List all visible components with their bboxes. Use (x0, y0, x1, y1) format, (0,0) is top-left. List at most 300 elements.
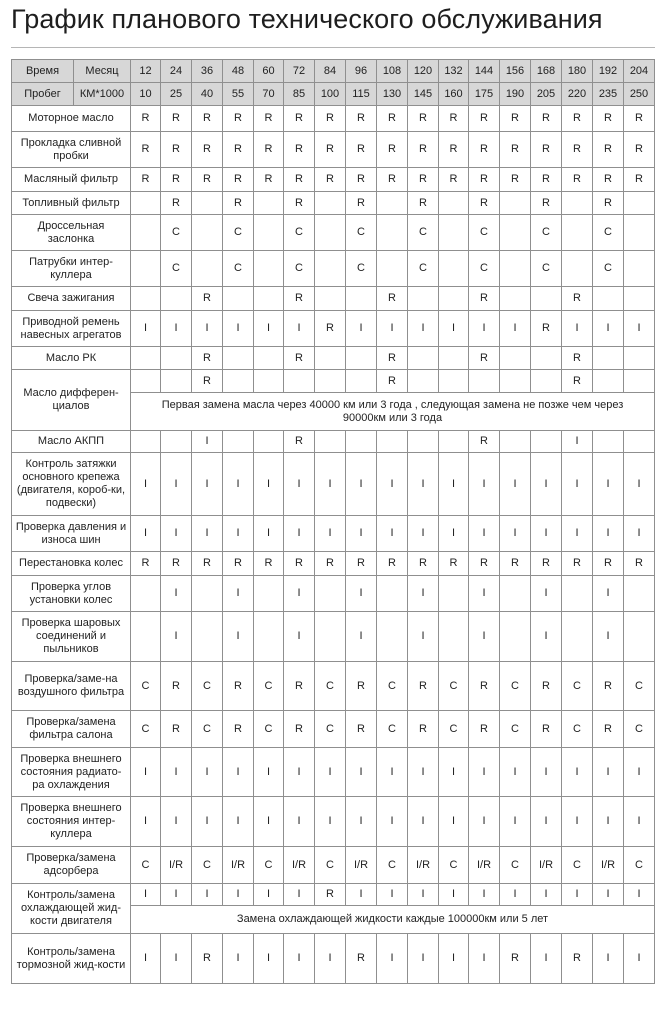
header-km-cell: 160 (439, 83, 469, 106)
schedule-cell (439, 347, 469, 370)
schedule-cell: I (223, 453, 254, 516)
schedule-cell: R (408, 132, 439, 168)
schedule-cell: R (531, 662, 562, 711)
schedule-cell: I (192, 311, 223, 347)
schedule-cell: I (284, 576, 315, 612)
schedule-cell: R (500, 552, 531, 576)
schedule-cell (346, 347, 377, 370)
schedule-cell (500, 370, 531, 393)
schedule-cell: R (531, 132, 562, 168)
schedule-cell (562, 251, 593, 287)
schedule-cell: I (531, 453, 562, 516)
schedule-cell (439, 192, 469, 215)
schedule-cell: R (469, 168, 500, 192)
header-month-cell: 144 (469, 60, 500, 83)
schedule-cell: R (593, 192, 624, 215)
schedule-cell: R (439, 132, 469, 168)
schedule-cell (315, 192, 346, 215)
schedule-cell: I (192, 516, 223, 552)
schedule-cell: I (469, 453, 500, 516)
schedule-cell (254, 287, 284, 311)
schedule-cell (315, 431, 346, 453)
header-month-cell: 168 (531, 60, 562, 83)
schedule-cell: I (408, 884, 439, 906)
schedule-cell: I/R (161, 847, 192, 884)
header-month-cell: 180 (562, 60, 593, 83)
schedule-cell: R (284, 132, 315, 168)
schedule-cell: R (315, 168, 346, 192)
schedule-cell (500, 431, 531, 453)
item-name: Приводной ремень навесных агрегатов (12, 311, 131, 347)
schedule-cell (624, 192, 655, 215)
item-name: Проверка/заме-на воздушного фильтра (12, 662, 131, 711)
schedule-cell: R (192, 168, 223, 192)
schedule-cell (377, 576, 408, 612)
schedule-cell (593, 431, 624, 453)
schedule-row (12, 748, 655, 797)
schedule-row (12, 612, 655, 662)
schedule-cell (131, 347, 161, 370)
schedule-cell: R (161, 168, 192, 192)
header-month-cell: 120 (408, 60, 439, 83)
schedule-cell (346, 287, 377, 311)
schedule-cell: I (346, 884, 377, 906)
schedule-cell: R (469, 662, 500, 711)
schedule-cell: R (562, 347, 593, 370)
schedule-cell (439, 215, 469, 251)
schedule-cell: I (346, 797, 377, 847)
schedule-cell: I (223, 516, 254, 552)
schedule-cell (192, 192, 223, 215)
schedule-cell: C (562, 847, 593, 884)
header-month-cell: 108 (377, 60, 408, 83)
schedule-cell (562, 612, 593, 662)
schedule-cell: I (562, 884, 593, 906)
schedule-cell (624, 612, 655, 662)
schedule-cell (315, 215, 346, 251)
schedule-cell: I (223, 797, 254, 847)
schedule-cell: R (593, 106, 624, 132)
schedule-cell (500, 612, 531, 662)
schedule-cell: C (254, 662, 284, 711)
schedule-cell: I (439, 748, 469, 797)
schedule-row (12, 215, 655, 251)
schedule-cell: R (500, 934, 531, 984)
schedule-cell (315, 576, 346, 612)
schedule-cell: I (531, 576, 562, 612)
schedule-cell: R (254, 552, 284, 576)
schedule-cell (161, 347, 192, 370)
schedule-cell: C (131, 711, 161, 748)
schedule-cell: I (469, 612, 500, 662)
schedule-cell: C (161, 251, 192, 287)
schedule-cell: I (284, 612, 315, 662)
schedule-cell: I (469, 311, 500, 347)
schedule-cell: R (377, 552, 408, 576)
schedule-cell: R (377, 168, 408, 192)
schedule-cell: R (500, 106, 531, 132)
schedule-cell: I (562, 431, 593, 453)
schedule-cell: I (192, 453, 223, 516)
schedule-cell: I (469, 748, 500, 797)
item-name: Контроль затяжки основного крепежа (двигателя, короб-ки, подвески) (12, 453, 131, 516)
schedule-cell: I (161, 884, 192, 906)
schedule-cell (315, 612, 346, 662)
schedule-cell: I (500, 311, 531, 347)
schedule-cell: R (408, 711, 439, 748)
schedule-row (12, 847, 655, 884)
schedule-cell (254, 612, 284, 662)
schedule-cell: I (377, 797, 408, 847)
schedule-cell: I (192, 797, 223, 847)
header-km-cell: 205 (531, 83, 562, 106)
schedule-cell: C (408, 215, 439, 251)
schedule-cell: I (284, 311, 315, 347)
header-month-cell: 96 (346, 60, 377, 83)
schedule-cell: I (346, 748, 377, 797)
schedule-cell: I (161, 797, 192, 847)
schedule-cell: R (469, 287, 500, 311)
schedule-cell: C (377, 662, 408, 711)
schedule-cell: R (624, 168, 655, 192)
schedule-cell: I (562, 516, 593, 552)
schedule-cell: I (161, 934, 192, 984)
schedule-cell: I (377, 516, 408, 552)
schedule-cell: I (469, 576, 500, 612)
schedule-cell: I (131, 516, 161, 552)
schedule-cell: I (531, 934, 562, 984)
header-month-cell: 12 (131, 60, 161, 83)
schedule-cell: R (408, 168, 439, 192)
schedule-cell: R (192, 287, 223, 311)
schedule-cell: C (593, 215, 624, 251)
schedule-cell: R (284, 287, 315, 311)
schedule-cell: R (254, 132, 284, 168)
header-km-cell: 70 (254, 83, 284, 106)
schedule-cell: I (223, 748, 254, 797)
schedule-cell: I (531, 612, 562, 662)
item-name: Проверка внешнего состояния интер-куллера (12, 797, 131, 847)
header-time-label: Время (12, 60, 74, 83)
schedule-cell: I/R (346, 847, 377, 884)
schedule-cell: R (562, 287, 593, 311)
schedule-cell: I (192, 431, 223, 453)
header-month-cell: 84 (315, 60, 346, 83)
schedule-cell: R (469, 711, 500, 748)
schedule-cell: R (500, 132, 531, 168)
schedule-cell: R (315, 132, 346, 168)
schedule-row (12, 711, 655, 748)
header-mileage-unit: КМ*1000 (74, 83, 131, 106)
schedule-cell: R (408, 106, 439, 132)
schedule-cell (531, 431, 562, 453)
schedule-cell: C (593, 251, 624, 287)
schedule-cell: I/R (284, 847, 315, 884)
schedule-cell: I (408, 453, 439, 516)
schedule-cell: C (500, 711, 531, 748)
header-km-cell: 40 (192, 83, 223, 106)
schedule-cell: I (562, 311, 593, 347)
item-name: Масляный фильтр (12, 168, 131, 192)
schedule-cell (346, 431, 377, 453)
schedule-cell: I (284, 516, 315, 552)
schedule-cell: R (624, 552, 655, 576)
schedule-cell: R (531, 311, 562, 347)
schedule-cell: R (315, 311, 346, 347)
schedule-cell: R (315, 552, 346, 576)
schedule-row (12, 106, 655, 132)
schedule-cell: R (346, 132, 377, 168)
schedule-cell: R (377, 287, 408, 311)
schedule-cell (500, 215, 531, 251)
schedule-cell (223, 347, 254, 370)
schedule-cell: I (131, 934, 161, 984)
schedule-cell (500, 192, 531, 215)
schedule-cell (624, 370, 655, 393)
item-name: Проверка шаровых соединений и пыльников (12, 612, 131, 662)
schedule-cell (131, 431, 161, 453)
schedule-cell: R (223, 711, 254, 748)
item-name: Контроль/замена охлаждающей жид-кости двигателя (12, 884, 131, 934)
header-km-cell: 235 (593, 83, 624, 106)
schedule-cell: R (377, 347, 408, 370)
schedule-cell: C (469, 251, 500, 287)
schedule-cell: I (624, 884, 655, 906)
schedule-cell: I (315, 516, 346, 552)
schedule-cell: I (377, 934, 408, 984)
schedule-cell: I (562, 748, 593, 797)
schedule-cell: R (593, 132, 624, 168)
schedule-cell (408, 431, 439, 453)
schedule-cell (439, 287, 469, 311)
schedule-cell: C (315, 711, 346, 748)
schedule-cell: I (593, 797, 624, 847)
schedule-cell (192, 251, 223, 287)
schedule-cell: I (284, 748, 315, 797)
schedule-cell: I (408, 516, 439, 552)
schedule-cell: R (562, 552, 593, 576)
schedule-cell: I (284, 934, 315, 984)
schedule-cell: C (562, 711, 593, 748)
schedule-cell: R (161, 192, 192, 215)
schedule-cell (161, 370, 192, 393)
schedule-row (12, 662, 655, 711)
schedule-cell (562, 215, 593, 251)
schedule-cell: R (161, 552, 192, 576)
schedule-row (12, 797, 655, 847)
item-name: Масло РК (12, 347, 131, 370)
schedule-cell: I (315, 934, 346, 984)
schedule-cell: I (223, 311, 254, 347)
schedule-cell (377, 215, 408, 251)
header-month-cell: 204 (624, 60, 655, 83)
schedule-cell: C (346, 251, 377, 287)
schedule-cell: R (377, 370, 408, 393)
schedule-cell (346, 370, 377, 393)
schedule-cell: I (439, 934, 469, 984)
header-month-cell: 24 (161, 60, 192, 83)
schedule-cell: I (254, 311, 284, 347)
schedule-cell: I (161, 516, 192, 552)
schedule-cell: I (192, 884, 223, 906)
schedule-cell (531, 347, 562, 370)
schedule-cell: I (377, 311, 408, 347)
schedule-cell: R (469, 431, 500, 453)
schedule-cell: R (131, 106, 161, 132)
schedule-cell: I (315, 797, 346, 847)
schedule-cell: I (469, 884, 500, 906)
schedule-cell: I (624, 311, 655, 347)
schedule-cell: R (562, 370, 593, 393)
item-name: Дроссельная заслонка (12, 215, 131, 251)
schedule-cell: R (469, 347, 500, 370)
schedule-cell: R (192, 934, 223, 984)
schedule-cell (161, 431, 192, 453)
schedule-cell: R (593, 711, 624, 748)
schedule-row (12, 884, 655, 906)
schedule-cell: I (315, 748, 346, 797)
schedule-row (12, 132, 655, 168)
schedule-cell: R (624, 132, 655, 168)
item-name: Проверка углов установки колес (12, 576, 131, 612)
schedule-cell: I (161, 453, 192, 516)
schedule-cell (377, 612, 408, 662)
schedule-cell: I (408, 612, 439, 662)
item-name: Проверка/замена фильтра салона (12, 711, 131, 748)
schedule-cell: R (192, 370, 223, 393)
maintenance-schedule-table (11, 59, 655, 984)
schedule-cell: R (284, 431, 315, 453)
schedule-cell: R (531, 711, 562, 748)
schedule-row (12, 576, 655, 612)
schedule-cell: R (192, 552, 223, 576)
schedule-cell: I (346, 311, 377, 347)
schedule-cell: I (469, 516, 500, 552)
schedule-cell: C (531, 251, 562, 287)
schedule-row (12, 287, 655, 311)
schedule-cell: I (500, 748, 531, 797)
schedule-cell: I (377, 453, 408, 516)
schedule-cell: I (593, 516, 624, 552)
schedule-cell (469, 370, 500, 393)
schedule-cell: I (408, 748, 439, 797)
schedule-cell: R (284, 192, 315, 215)
header-km-cell: 100 (315, 83, 346, 106)
schedule-cell: R (161, 662, 192, 711)
schedule-cell: R (469, 192, 500, 215)
schedule-cell: C (131, 662, 161, 711)
schedule-cell (500, 347, 531, 370)
item-name: Масло дифферен-циалов (12, 370, 131, 431)
schedule-cell (315, 287, 346, 311)
schedule-cell: R (223, 168, 254, 192)
schedule-cell: I (131, 884, 161, 906)
schedule-cell (254, 347, 284, 370)
header-km-cell: 10 (131, 83, 161, 106)
schedule-row (12, 168, 655, 192)
schedule-cell: I (254, 516, 284, 552)
header-month-cell: 132 (439, 60, 469, 83)
schedule-cell: C (192, 711, 223, 748)
schedule-cell: R (346, 552, 377, 576)
schedule-row (12, 192, 655, 215)
schedule-cell (408, 347, 439, 370)
header-km-cell: 85 (284, 83, 315, 106)
schedule-cell (377, 251, 408, 287)
schedule-cell: C (439, 847, 469, 884)
schedule-cell: C (531, 215, 562, 251)
schedule-cell: C (500, 662, 531, 711)
schedule-cell: C (223, 215, 254, 251)
schedule-cell: R (284, 552, 315, 576)
schedule-cell: C (624, 711, 655, 748)
schedule-cell: R (284, 662, 315, 711)
header-km-cell: 55 (223, 83, 254, 106)
schedule-cell: R (593, 168, 624, 192)
schedule-cell: R (593, 662, 624, 711)
schedule-cell (439, 612, 469, 662)
schedule-cell: I (624, 748, 655, 797)
schedule-cell (624, 287, 655, 311)
schedule-row (12, 251, 655, 287)
header-month-cell: 192 (593, 60, 624, 83)
schedule-cell (562, 576, 593, 612)
schedule-cell: I (284, 797, 315, 847)
header-km-cell: 250 (624, 83, 655, 106)
schedule-cell: C (315, 847, 346, 884)
header-month-cell: 156 (500, 60, 531, 83)
header-mileage-label: Пробег (12, 83, 74, 106)
schedule-cell: I (593, 612, 624, 662)
schedule-cell: R (562, 168, 593, 192)
schedule-cell: I (346, 516, 377, 552)
schedule-cell: I (593, 884, 624, 906)
schedule-cell: I (408, 311, 439, 347)
schedule-cell: C (500, 847, 531, 884)
schedule-cell: I (624, 934, 655, 984)
schedule-cell: R (562, 132, 593, 168)
schedule-cell (593, 370, 624, 393)
schedule-cell: R (284, 347, 315, 370)
schedule-cell: I (161, 311, 192, 347)
schedule-cell: I (254, 934, 284, 984)
schedule-cell (223, 370, 254, 393)
schedule-cell: C (562, 662, 593, 711)
schedule-cell (500, 287, 531, 311)
header-row-mileage (12, 83, 655, 106)
schedule-cell (254, 576, 284, 612)
schedule-row (12, 347, 655, 370)
schedule-cell: R (346, 192, 377, 215)
schedule-cell: I (377, 884, 408, 906)
schedule-cell: C (315, 662, 346, 711)
schedule-cell (131, 215, 161, 251)
schedule-cell: I/R (223, 847, 254, 884)
schedule-cell: R (439, 106, 469, 132)
item-name: Моторное масло (12, 106, 131, 132)
schedule-cell: R (408, 662, 439, 711)
schedule-cell: I/R (531, 847, 562, 884)
schedule-cell: I (254, 797, 284, 847)
schedule-cell: C (223, 251, 254, 287)
schedule-row (12, 370, 655, 393)
schedule-cell: R (531, 192, 562, 215)
schedule-cell: I (500, 516, 531, 552)
schedule-row (12, 453, 655, 516)
schedule-cell: I (161, 748, 192, 797)
schedule-cell: R (131, 552, 161, 576)
schedule-cell (192, 612, 223, 662)
